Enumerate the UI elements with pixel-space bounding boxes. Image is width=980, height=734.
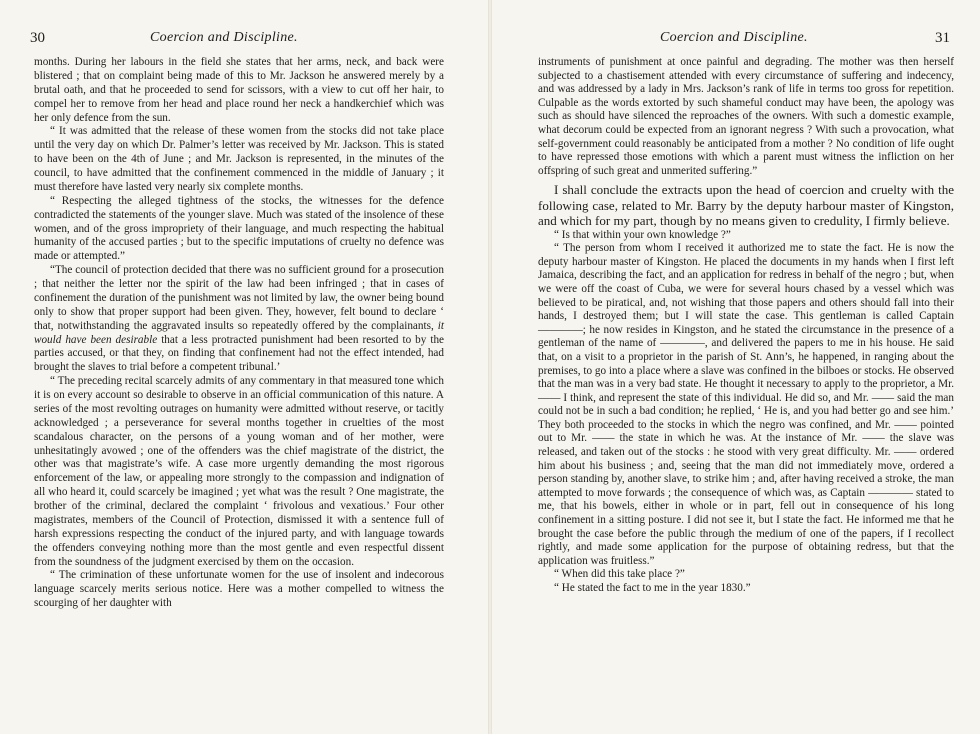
paragraph: “ The preceding recital scarcely admits of any commentary in that measured tone which it is on every account so desirable to observe in an official communication of this nature. A series of the most revolting outrages on humanity were admitted without reserve, or tacitly acknowledged ; a perseverance for several months together in cruelties of the most scandalous character, on the persons of a young woman and of her mother, were unhesitatingly avowed ; one of the offenders was the chief magistrate of the district, the other was that magistrate’s wife. A case more urgently demanding the most rigorous enforcement of the law, or appealing more strongly to the compassion and indignation of all who heard it, could scarcely be imagined ; yet what was the result ? One magistrate, the brother of the criminal, declared the complaint ‘ frivolous and vexatious.’ Four other magistrates, members of the Council of Protection, dismissed it with a sentence full of harsh expressions respecting the conduct of the injured party, and with language towards the offenders conveying nothing more than the most gentle and even respectful dissent from the soundness of the judgment exercised by them on the occasion. bbox=[34, 375, 444, 568]
paragraph: “ Is that within your own knowledge ?” bbox=[554, 228, 731, 241]
left-page-body bbox=[34, 56, 444, 611]
paragraph: “ He stated the fact to me in the year 1830.” bbox=[554, 582, 751, 594]
paragraph: “ It was admitted that the release of these women from the stocks did not take place until the very day on which Dr. Palmer’s letter was received by Mr. Jackson. This is stated to have been on the 4th of June ; and Mr. Jackson is represented, in the minutes of the council, to have admitted that the confinement commenced in the middle of January ; it must therefore have lasted very nearly six complete months. bbox=[34, 125, 444, 193]
right-page-header bbox=[540, 30, 950, 50]
paragraph: “ The person from whom I received it authorized me to state the fact. He is now the deputy harbour master of Kingston. He placed the documents in my hands when I first left Jamaica, describing the fact, and an application for redress in behalf of the negro ; but, when we were off the coast of Cuba, we were for several hours chased by a vessel which was believed to be piratical, and, not wishing that those papers and others should fall into their hands, I destroyed them; but I will state the case. This gentleman is called Captain ————; he now resides in Kingston, and he stated the circumstance in the presence of a gentleman of the name of ————, and delivered the papers to me in his house. He said that, on a visit to a proprietor in the parish of St. Ann’s, he happened, in ranging about the premises, to go into a place where a slave was confined in the bilboes or stocks. He observed that the man was in a very bad state. He thought it necessary to apply to the proprietor, a Mr. —— I think, and represent the state of this individual. He did so, and Mr. —— said the man could not be in such a bad condition; he replied, ‘ He is, and you had better go and see him.’ They both proceeded to the stocks in which the negro was confined, and Mr. —— pointed out to Mr. —— the state in which he was. At the instance of Mr. —— the slave was released, and taken out of the stocks : he stood with very great difficulty. Mr. —— ordered him about his business ; and, seeing that the man did not immediately move, ordered a person standing by, another slave, to strike him ; and, after having received a stroke, the man attempted to move forwards ; the consequence of which was, as Captain ———— stated to me, that his bowels, either in whole or in part, fell out in consequence of his long confinement in a sitting posture. I did not see it, but I state the fact. He informed me that he brought the case before the public through the medium of one of the papers, if I recollect rightly, and made some application for the purpose of obtaining redress, but that the application was fruitless.” bbox=[538, 242, 954, 567]
paragraph-text: that a less protracted punishment had been resorted to by the parties accused, or that they, on finding that confinement had not the effect intended, had brought the slaves to trial before a competent tribunal.’ bbox=[34, 333, 445, 374]
running-title: Coercion and Discipline. bbox=[150, 30, 298, 45]
italic-phrase: it would have been desirable bbox=[34, 319, 445, 346]
paragraph: I shall conclude the extracts upon the head of coercion and cruelty with the following case, related to Mr. Barry by the deputy harbour master of Kingston, and which for my part, though by no means given to credulity, I firmly believe. bbox=[538, 182, 954, 229]
page-number: 31 bbox=[935, 30, 950, 46]
running-title: Coercion and Discipline. bbox=[660, 30, 808, 45]
right-page bbox=[492, 0, 980, 734]
page-number: 30 bbox=[30, 30, 45, 46]
left-page bbox=[0, 0, 488, 734]
paragraph-text: “The council of protection decided that there was no sufficient ground for a prosecution ; that neither the letter nor the spirit of the law had been infringed ; that in cases of confinement the duration of the punishment was not limited by law, the owner being bound only to show that proper support had been given. They, however, felt bound to declare ‘ that, notwithstanding the aggravated insults so repeatedly offered by the complainants, bbox=[34, 264, 444, 332]
right-page-body bbox=[538, 56, 954, 596]
paragraph bbox=[34, 264, 444, 375]
paragraph: “ The crimination of these unfortunate women for the use of insolent and indecorous language scarcely merits serious notice. Here was a mother compelled to witness the scourging of her daughter with bbox=[34, 569, 444, 610]
left-page-header bbox=[30, 30, 450, 50]
paragraph: “ When did this take place ?” bbox=[554, 568, 685, 581]
paragraph: months. During her labours in the field she states that her arms, neck, and back were blistered ; that on complaint being made of this to Mr. Jackson he answered merely by a brutal oath, and that he proceeded to send for scissors, with a view to cut off her hair, to compel her to remove from her head and place round her neck a handkerchief which was her only defence from the sun. bbox=[34, 56, 444, 124]
paragraph: instruments of punishment at once painful and degrading. The mother was then herself subjected to a chastisement attended with every circumstance of suffering and indecency, and was addressed by a lady in Mrs. Jackson’s rank of life in terms too gross for repetition. Culpable as the words extorted by such shameful conduct may have been, the apology was such as should have silenced the reproaches of the owners. With such a domestic example, what decorum could be expected from an ignorant negress ? With such a provocation, what self-government could reasonably be anticipated from a mother ? No condition of life ought to have repressed those emotions with which a parent must witness the infliction on her offspring of such great and unmerited suffering.” bbox=[538, 56, 954, 177]
paragraph: “ Respecting the alleged tightness of the stocks, the witnesses for the defence contradicted the statements of the younger slave. Much was stated of the insolence of these women, and of the gross impropriety of their language, and much respecting the habitual humanity of the accused parties ; but to the specific imputations of cruelty no defence was made or attempted.” bbox=[34, 194, 444, 263]
